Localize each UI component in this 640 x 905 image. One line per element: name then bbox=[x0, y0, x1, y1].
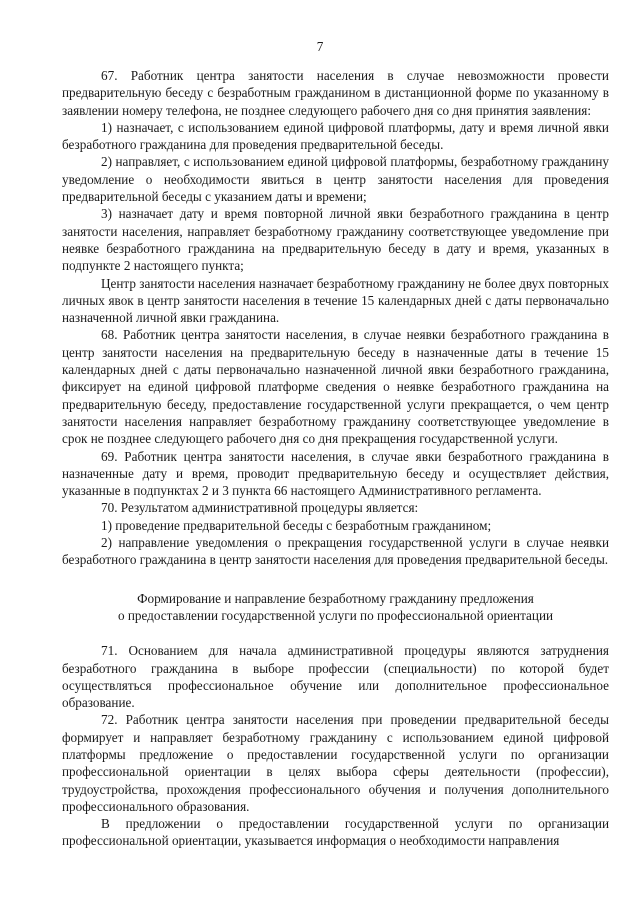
paragraph-67-item-2: 2) направляет, с использованием единой цифровой платформы, безработному гражданину уведомление о необходимости явиться в центр занятости населения для проведения предварительной беседы с указанием даты и времени; bbox=[62, 154, 609, 205]
paragraph-67-item-1: 1) назначает, с использованием единой цифровой платформы, дату и время личной явки безработного гражданина для проведения предварительной беседы. bbox=[62, 119, 609, 153]
paragraph-70-item-2: 2) направление уведомления о прекращения государственной услуги в случае неявки безработного гражданина в центр занятости населения для проведения предварительной беседы. bbox=[62, 535, 609, 568]
paragraph-67-note: Центр занятости населения назначает безработному гражданину не более двух повторных личных явок в центр занятости населения в течение 15 календарных дней с даты первоначально назначенной личной явки гражданина. bbox=[62, 275, 609, 326]
document-body bbox=[62, 67, 609, 850]
section-heading-line-2: о предоставлении государственной услуги по профессиональной ориентации bbox=[117, 607, 554, 623]
paragraph-69: 69. Работник центра занятости населения, в случае явки безработного гражданина в назначенные дату и время, проводит предварительную беседу и осуществляет действия, указанные в подпунктах 2 и 3 пункта 66 настоящего Административного регламента. bbox=[62, 448, 609, 499]
paragraph-67-item-3: 3) назначает дату и время повторной личной явки безработного гражданина в центр занятости населения, направляет безработному гражданину соответствующее уведомление при неявке безработного гражданина на предварительную беседу в дату и время, указанных в подпункте 2 настоящего пункта; bbox=[62, 206, 609, 274]
paragraph-72-continued: В предложении о предоставлении государственной услуги по организации профессиональной ориентации, указывается информация о необходимости направления bbox=[62, 816, 609, 849]
paragraph-72: 72. Работник центра занятости населения при проведении предварительной беседы формирует и направляет безработному гражданину с использованием единой цифровой платформы предложение о предоставлении государственной услуги по организации профессиональной ориентации в целях выбора сферы деятельности (профессии), трудоустройства, прохождения профессионального обучения и получения дополнительного профессионального образования. bbox=[62, 712, 609, 814]
section-heading-line-1: Формирование и направление безработному гражданину предложения bbox=[137, 590, 534, 606]
paragraph-70-item-1: 1) проведение предварительной беседы с безработным гражданином; bbox=[101, 517, 492, 533]
paragraph-68: 68. Работник центра занятости населения, в случае неявки безработного гражданина в центр занятости населения на предварительную беседу в назначенные даты в течение 15 календарных дней с даты первоначально назначенной личной явки безработного гражданина, фиксирует на единой цифровой платформе сведения о неявке безработного гражданина на предварительную беседу, предоставление государственной услуги прекращается, о чем центр занятости населения направляет безработному гражданину соответствующее уведомление в срок не позднее следующего рабочего дня со дня прекращения государственной услуги. bbox=[62, 327, 609, 447]
paragraph-67: 67. Работник центра занятости населения в случае невозможности провести предварительную беседу с безработным гражданином в дистанционной форме по указанному в заявлении номеру телефона, не позднее следующего рабочего дня со дня принятия заявления: bbox=[62, 68, 609, 118]
paragraph-71: 71. Основанием для начала административной процедуры являются затруднения безработного гражданина в выборе профессии (специальности) по которой будет осуществляться профессиональное обучение или дополнительное профессиональное образование. bbox=[62, 643, 609, 711]
paragraph-70: 70. Результатом административной процедуры является: bbox=[101, 500, 419, 516]
page-number: 7 bbox=[316, 39, 324, 54]
